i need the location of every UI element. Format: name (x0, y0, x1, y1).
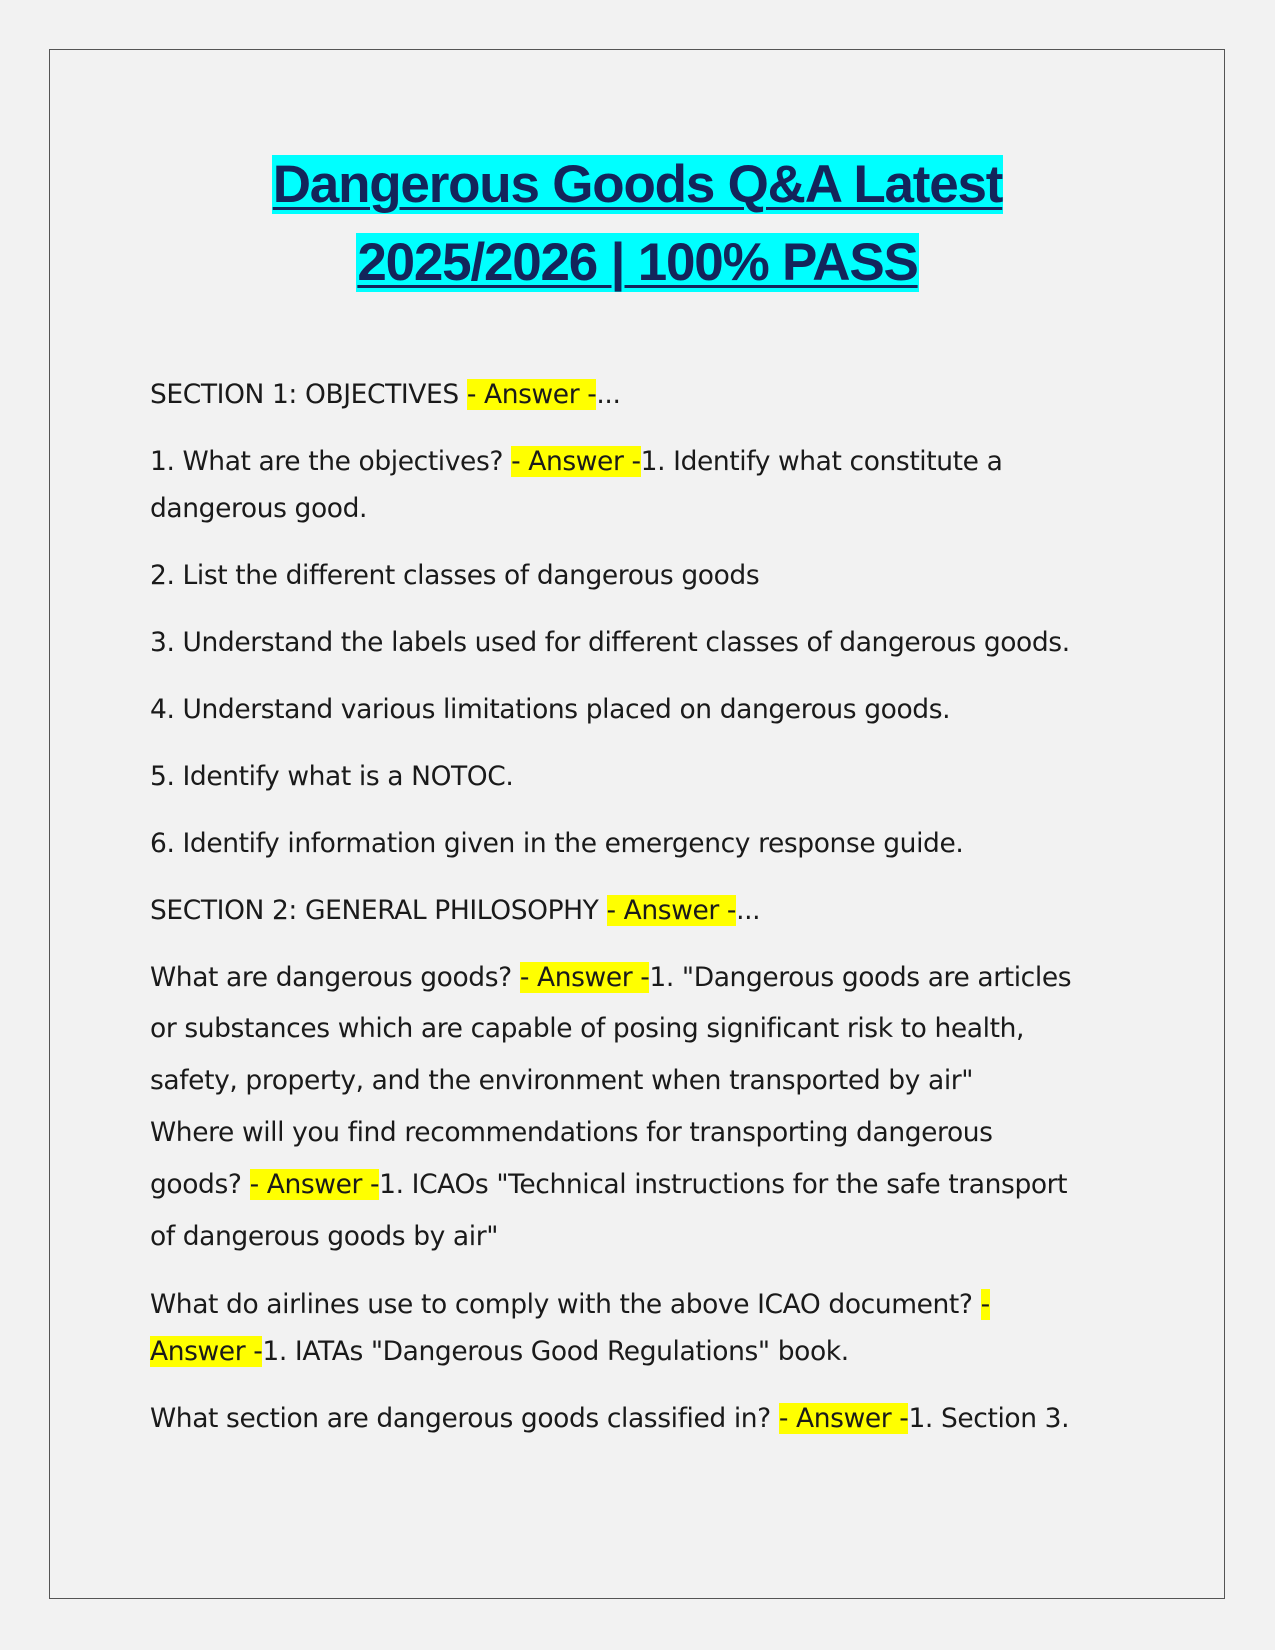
answer-marker: - Answer - (519, 962, 650, 993)
answer-marker: - Answer - (511, 446, 641, 477)
qa-recommendations-answer: goods? - Answer -1. ICAOs "Technical instructions for the safe transport (150, 1169, 1068, 1200)
qa-dangerous-goods-definition: What are dangerous goods? - Answer -1. "Dangerous goods are articles (150, 962, 1072, 993)
title-line-1: Dangerous Goods Q&A Latest (272, 155, 1003, 214)
answer-marker: - (980, 1289, 990, 1320)
objective-item-6: 6. Identify information given in the emergency response guide. (150, 828, 964, 859)
answer-marker: Answer - (150, 1336, 263, 1367)
answer-marker: - Answer - (778, 1403, 909, 1434)
objective-item-2: 2. List the different classes of dangerous goods (150, 560, 760, 591)
section-1-heading: SECTION 1: OBJECTIVES - Answer -... (150, 379, 621, 410)
qa-recommendations-question: Where will you find recommendations for transporting dangerous (150, 1117, 993, 1148)
objective-item-5: 5. Identify what is a NOTOC. (150, 761, 514, 792)
qa-recommendations-continued: of dangerous goods by air" (150, 1221, 499, 1252)
qa-airlines-question: What do airlines use to comply with the above ICAO document? - (150, 1289, 990, 1320)
qa-definition-continued-1: or substances which are capable of posing significant risk to health, (150, 1013, 1025, 1044)
qa-classification-section: What section are dangerous goods classified in? - Answer -1. Section 3. (150, 1403, 1070, 1434)
objective-item-4: 4. Understand various limitations placed on dangerous goods. (150, 694, 951, 725)
qa-objectives-question: 1. What are the objectives? - Answer -1. Identify what constitute a (150, 446, 1003, 477)
answer-marker: - Answer - (249, 1169, 380, 1200)
section-2-heading: SECTION 2: GENERAL PHILOSOPHY - Answer -... (150, 895, 761, 926)
title-line-2: 2025/2026 | 100% PASS (357, 233, 918, 292)
objective-item-3: 3. Understand the labels used for different classes of dangerous goods. (150, 627, 1070, 658)
answer-marker: - Answer - (466, 379, 597, 410)
qa-definition-continued-2: safety, property, and the environment when transported by air" (150, 1065, 974, 1096)
qa-objectives-continued: dangerous good. (150, 493, 368, 524)
answer-marker: - Answer - (606, 895, 737, 926)
qa-airlines-answer: Answer -1. IATAs "Dangerous Good Regulations" book. (150, 1336, 849, 1367)
document-title (0, 146, 1275, 302)
